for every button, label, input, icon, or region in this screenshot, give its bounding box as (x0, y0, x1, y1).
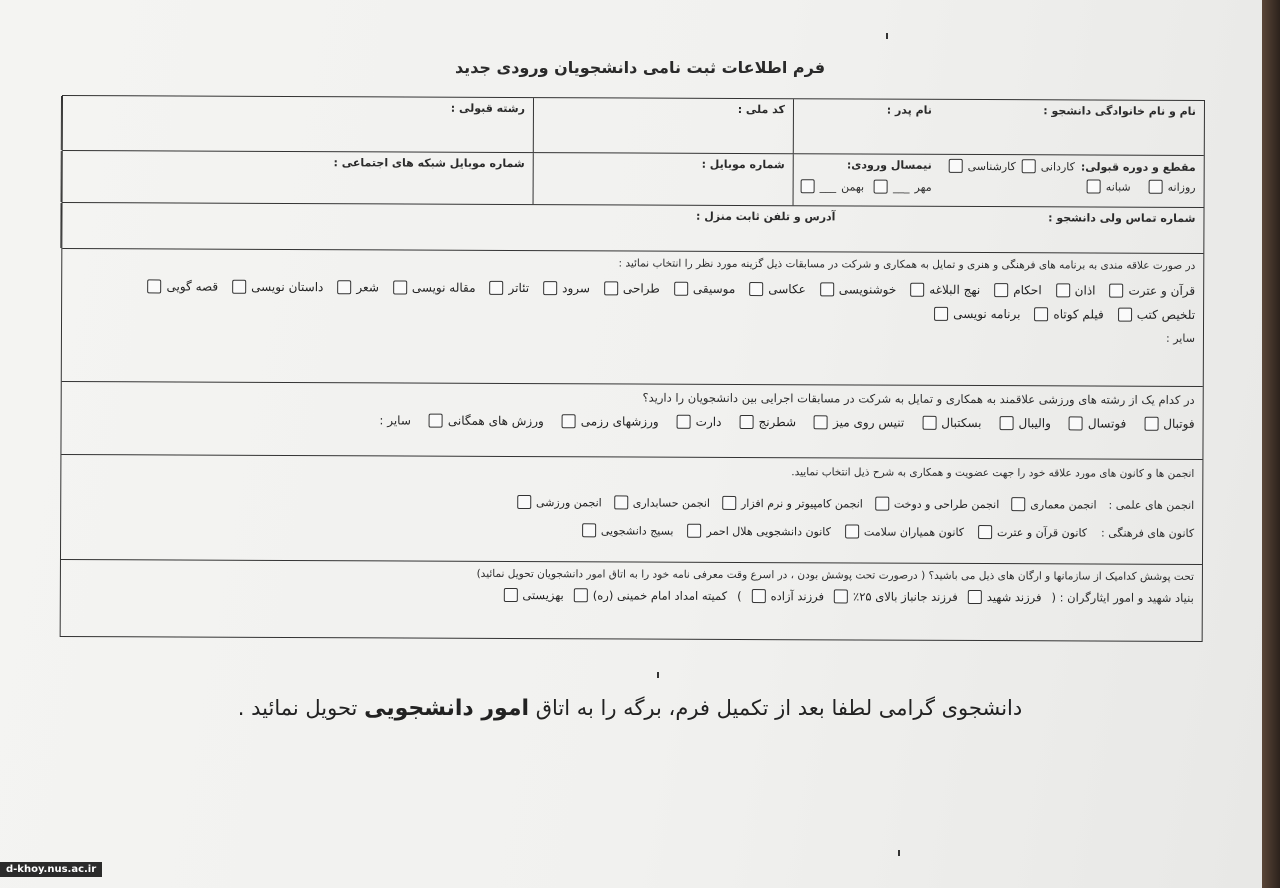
cultural-association-option[interactable] (687, 524, 830, 539)
checkbox[interactable] (910, 283, 924, 297)
checkbox[interactable] (1056, 283, 1070, 297)
registration-form (60, 95, 1205, 642)
scientific-association-option-label: انجمن معماری (1030, 497, 1097, 512)
coverage-option-welfare[interactable]: بهزیستی (503, 588, 563, 602)
cultural-option[interactable] (1034, 307, 1103, 321)
associations-section (61, 455, 1202, 565)
semester-option-bahman[interactable]: بهمن ___ (801, 179, 864, 193)
cultural-option-label: اذان (1074, 283, 1096, 298)
cultural-option-label: موسیقی (692, 281, 736, 296)
cultural-option[interactable] (490, 281, 530, 295)
cultural-option-label: مقاله نویسی (411, 280, 476, 295)
sport-option-label: والیبال (1018, 416, 1051, 431)
checkbox[interactable] (934, 307, 948, 321)
scientific-association-option-label: انجمن ورزشی (535, 495, 602, 509)
sport-option-label: ورزشهای رزمی (580, 414, 659, 429)
scientific-association-option-label: انجمن کامپیوتر و نرم افزار (740, 496, 863, 511)
form-title: فرم اطلاعات ثبت نامی دانشجویان ورودی جدید (454, 58, 826, 77)
cultural-association-option-label: کانون دانشجویی هلال احمر (706, 524, 831, 538)
sport-option-label: فوتبال (1163, 416, 1195, 431)
degree-option-associate[interactable]: کاردانی (1022, 159, 1075, 173)
cultural-association-option-label: کانون قرآن و عترت (997, 525, 1088, 539)
cultural-association-option[interactable] (582, 523, 674, 537)
checkbox[interactable] (503, 588, 517, 602)
cultural-option[interactable] (994, 283, 1042, 297)
coverage-option-martyr-child[interactable]: فرزند شهید (968, 590, 1042, 604)
cultural-option-label: عکاسی (768, 282, 806, 297)
associations-intro: انجمن ها و کانون های مورد علاقه خود را جهت عضویت و همکاری به شرح ذیل انتخاب نمایید. (791, 466, 1195, 480)
degree-field (940, 155, 1204, 207)
cultural-assoc-label: کانون های فرهنگی : (1101, 526, 1195, 540)
cultural-option[interactable] (148, 279, 219, 293)
cultural-section (62, 249, 1204, 387)
desk-edge (1262, 0, 1280, 888)
checkbox[interactable] (922, 416, 936, 430)
cultural-option[interactable] (393, 280, 476, 294)
sports-options (70, 412, 1195, 431)
checkbox[interactable] (687, 524, 701, 538)
checkbox[interactable] (562, 414, 576, 428)
cultural-option[interactable] (604, 281, 660, 295)
parent-contact-field[interactable] (843, 206, 1203, 253)
full-name-label: نام و نام خانوادگی دانشجو : (1043, 104, 1196, 118)
scientific-association-option-label: انجمن طراحی و دوخت (893, 497, 1000, 511)
period-option-day[interactable]: روزانه (1149, 180, 1196, 194)
cultural-intro: در صورت علاقه مندی به برنامه های فرهنگی و هنری و تمایل به همکاری و شرکت در مسابقات ذیل گزینه مورد نظر را انتخاب نمائید : (618, 257, 1196, 272)
checkbox[interactable] (574, 588, 588, 602)
checkbox[interactable] (337, 280, 351, 294)
sport-option-label: فوتسال (1087, 416, 1127, 431)
martyr-foundation-label: بنیاد شهید و امور ایثارگران : ( (1051, 590, 1194, 605)
row-degree-info (63, 151, 1204, 208)
scientific-association-option[interactable] (1011, 497, 1096, 511)
cultural-option-label: قصه گویی (166, 279, 219, 294)
sport-option[interactable] (1144, 417, 1194, 431)
mobile-field[interactable] (533, 153, 793, 205)
cultural-option[interactable] (232, 280, 323, 294)
checkbox[interactable] (1034, 307, 1048, 321)
sport-option[interactable] (677, 415, 722, 429)
checkbox[interactable] (1109, 284, 1123, 298)
checkbox[interactable] (1069, 416, 1083, 430)
checkbox[interactable] (677, 415, 691, 429)
scientific-associations (69, 493, 1194, 512)
cultural-option-label: برنامه نویسی (953, 306, 1021, 322)
checkbox[interactable] (749, 282, 763, 296)
ink-mark (657, 672, 659, 678)
checkbox[interactable] (814, 415, 828, 429)
scientific-association-option-label: انجمن حسابداری (632, 496, 711, 510)
period-option-night[interactable]: شبانه (1087, 179, 1131, 193)
checkbox[interactable] (739, 415, 753, 429)
checkbox[interactable] (752, 589, 766, 603)
parent-contact-label: شماره تماس ولی دانشجو : (1048, 211, 1196, 225)
national-code-label: کد ملی : (737, 102, 785, 117)
checkbox[interactable] (490, 281, 504, 295)
cultural-option-label: سرود (562, 281, 590, 296)
cultural-option-label: شعر (356, 280, 379, 295)
cultural-options-line2 (70, 303, 1195, 322)
sports-other-label: سایر : (379, 413, 411, 428)
checkbox[interactable] (1118, 308, 1132, 322)
checkbox[interactable] (1149, 180, 1163, 194)
sport-option-label: دارت (695, 414, 722, 429)
sports-section (61, 382, 1202, 460)
row-basic-info (63, 96, 1204, 156)
scientific-association-option[interactable] (614, 495, 710, 509)
cultural-option-label: فیلم کوتاه (1053, 307, 1104, 322)
scientific-label: انجمن های علمی : (1108, 498, 1195, 512)
checkbox[interactable] (1000, 416, 1014, 430)
row-contact-info (62, 203, 1203, 254)
checkbox[interactable] (1011, 497, 1025, 511)
cultural-option[interactable] (674, 282, 735, 296)
checkbox[interactable] (1144, 417, 1158, 431)
sport-option-label: شطرنج (758, 415, 797, 430)
cultural-associations (69, 521, 1194, 540)
scientific-association-option[interactable] (722, 496, 863, 511)
sport-option-label: بسکتبال (941, 415, 982, 431)
cultural-option[interactable] (1056, 283, 1096, 297)
scientific-association-option[interactable] (875, 497, 999, 512)
checkbox[interactable] (582, 523, 596, 537)
father-name-label: نام پدر : (886, 103, 932, 117)
cultural-options-line1 (70, 279, 1195, 298)
cultural-option-label: احکام (1013, 283, 1042, 298)
cultural-option-label: داستان نویسی (251, 279, 324, 295)
checkbox[interactable] (674, 282, 688, 296)
sport-option[interactable] (814, 415, 904, 429)
cultural-option[interactable] (910, 283, 980, 297)
checkbox[interactable] (429, 414, 443, 428)
coverage-section (61, 560, 1202, 643)
site-watermark: d-khoy.nus.ac.ir (0, 862, 102, 877)
checkbox[interactable] (994, 283, 1008, 297)
cultural-option-label: نهج البلاغه (929, 282, 981, 298)
checkbox[interactable] (614, 495, 628, 509)
cultural-association-option[interactable] (845, 524, 964, 539)
checkbox[interactable] (232, 280, 246, 294)
checkbox[interactable] (722, 496, 736, 510)
full-name-field[interactable] (940, 100, 1204, 155)
coverage-intro: تحت پوشش کدامیک از سازمانها و ارگان های ذیل می باشید؟ ( درصورت تحت پوشش بودن ، در اسرع وقت معرفی نامه خود را به اتاق امور دانشجویان تحویل نمائید) (476, 567, 1194, 583)
address-field[interactable] (60, 203, 843, 251)
cultural-option-label: تلخیص کتب (1136, 307, 1196, 322)
semester-option-mehr[interactable]: مهر ___ (874, 180, 932, 194)
checkbox[interactable] (845, 524, 859, 538)
cultural-option-label: خوشنویسی (838, 282, 897, 297)
father-name-field[interactable] (793, 99, 940, 154)
checkbox[interactable] (1022, 159, 1036, 173)
sport-option[interactable] (429, 414, 544, 429)
degree-label: مقطع و دوره قبولی: (1080, 159, 1196, 174)
cultural-option[interactable] (820, 282, 897, 296)
cultural-option-label: تئاتر (508, 280, 530, 296)
checkbox[interactable] (801, 179, 815, 193)
scientific-association-option[interactable] (517, 495, 602, 509)
semester-field (793, 154, 940, 206)
cultural-other-label: سایر : (1166, 331, 1195, 345)
degree-option-bachelor[interactable]: کارشناسی (949, 159, 1016, 173)
checkbox[interactable] (968, 590, 982, 604)
major-field[interactable] (61, 96, 533, 152)
checkbox[interactable] (1087, 179, 1101, 193)
checkbox[interactable] (875, 497, 889, 511)
address-label: آدرس و تلفن ثابت منزل : (695, 209, 836, 224)
ink-mark (898, 850, 900, 856)
cultural-option[interactable] (1109, 284, 1195, 298)
cultural-option-label: قرآن و عترت (1128, 283, 1196, 298)
checkbox[interactable] (949, 159, 963, 173)
cultural-option[interactable] (1118, 308, 1195, 322)
checkbox[interactable] (604, 281, 618, 295)
cultural-association-option-label: بسیج دانشجویی (600, 523, 674, 538)
sports-intro: در کدام یک از رشته های ورزشی علاقمند به همکاری و تمایل به شرکت در مسابقات اجرایی بین دانشجویان را دارید؟ (642, 390, 1195, 407)
checkbox[interactable] (148, 279, 162, 293)
social-mobile-label: شماره موبایل شبکه های اجتماعی : (333, 156, 525, 171)
cultural-option[interactable] (749, 282, 806, 296)
national-code-field[interactable] (533, 98, 793, 153)
cultural-association-option-label: کانون همیاران سلامت (863, 525, 965, 539)
coverage-option-freed-child[interactable]: فرزند آزاده (752, 589, 824, 603)
submission-note: دانشجوی گرامی لطفا بعد از تکمیل فرم، برگه را به اتاق امور دانشجویی تحویل نمائید . (237, 696, 1023, 721)
mobile-label: شماره موبایل : (701, 157, 785, 172)
cultural-association-option[interactable] (978, 525, 1087, 539)
social-mobile-field[interactable] (61, 151, 533, 204)
checkbox[interactable] (393, 280, 407, 294)
coverage-option-relief-committee[interactable]: کمیته امداد امام خمینی (ره) (574, 588, 727, 603)
checkbox[interactable] (874, 180, 888, 194)
checkbox[interactable] (543, 281, 557, 295)
sport-option-label: تنیس روی میز (833, 415, 905, 430)
checkbox[interactable] (978, 525, 992, 539)
coverage-options (69, 586, 1194, 605)
checkbox[interactable] (517, 495, 531, 509)
ink-mark (886, 33, 888, 39)
sport-option[interactable] (1000, 416, 1051, 430)
sport-option[interactable] (1069, 416, 1126, 430)
sport-option[interactable] (739, 415, 796, 429)
semester-label: نیمسال ورودی: (846, 158, 932, 172)
cultural-option[interactable] (337, 280, 379, 294)
coverage-option-veteran-child[interactable]: فرزند جانباز بالای ۲۵٪ (834, 589, 958, 604)
cultural-option[interactable] (543, 281, 590, 295)
closing-paren: ) (737, 588, 742, 603)
checkbox[interactable] (820, 282, 834, 296)
sport-option-label: ورزش های همگانی (447, 413, 544, 429)
cultural-option-label: طراحی (622, 281, 660, 296)
sport-option[interactable] (922, 416, 981, 430)
checkbox[interactable] (834, 589, 848, 603)
major-label: رشته قبولی : (450, 101, 525, 116)
cultural-option[interactable] (934, 307, 1020, 321)
sport-option[interactable] (562, 414, 659, 428)
